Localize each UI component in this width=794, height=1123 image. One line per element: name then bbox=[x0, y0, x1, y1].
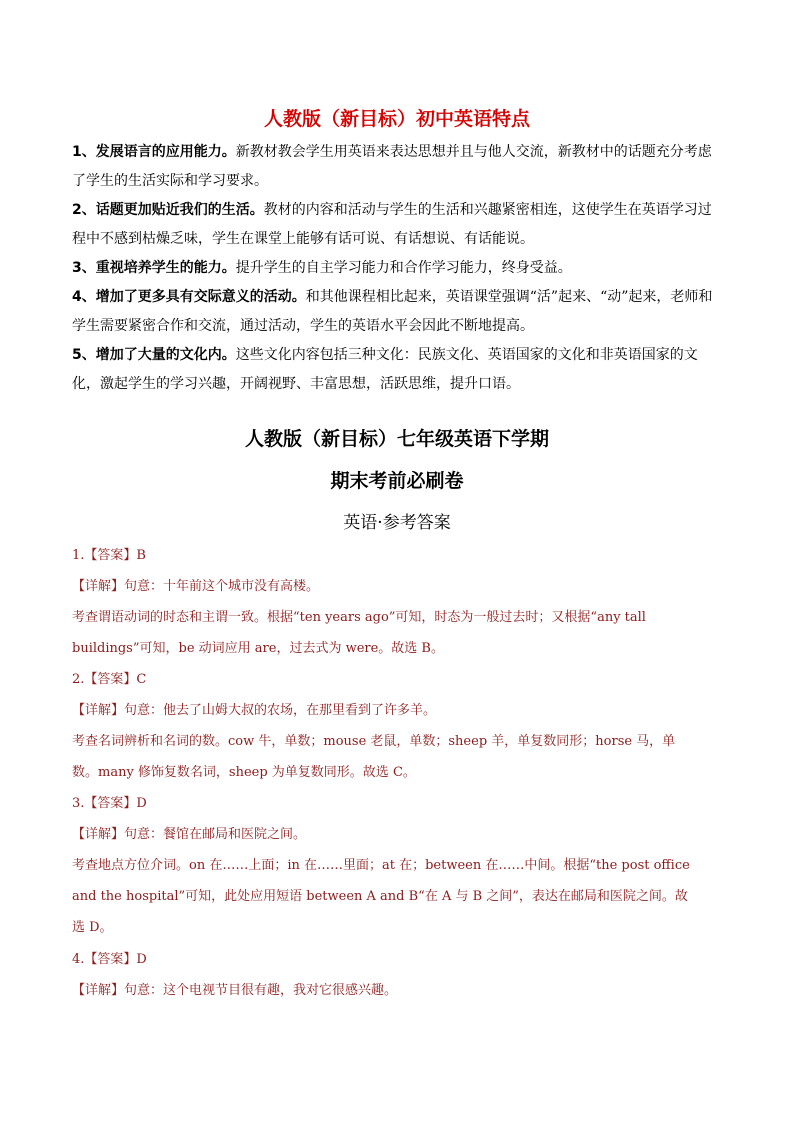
feature-1 bbox=[72, 138, 724, 196]
answer-4 bbox=[72, 944, 697, 1006]
answer-3-detail: 【详解】句意：餐馆在邮局和医院之间。 bbox=[72, 827, 307, 842]
feature-4-heading: 4、增加了更多具有交际意义的活动。 bbox=[72, 289, 306, 305]
answer-1-detail: 【详解】句意：十年前这个城市没有高楼。 bbox=[72, 579, 320, 594]
feature-3-text: 提升学生的自主学习能力和合作学习能力，终身受益。 bbox=[235, 260, 572, 276]
feature-2 bbox=[72, 196, 724, 254]
answer-4-detail: 【详解】句意：这个电视节目很有趣，我对它很感兴趣。 bbox=[72, 983, 398, 998]
feature-5-text: 这些文化内容包括三种文化：民族文化、英语国家的文化和非英语国家的文化，激起学生的学习兴趣，开阔视野、丰富思想，活跃思维，提升口语。 bbox=[72, 347, 698, 392]
feature-4-text: 和其他课程相比起来，英语课堂强调“活”起来、“动”起来，老师和学生需要紧密合作和交流，通过活动，学生的英语水平会因此不断地提高。 bbox=[72, 289, 713, 334]
feature-2-text: 教材的内容和活动与学生的生活和兴趣紧密相连，这使学生在英语学习过程中不感到枯燥乏味，学生在课堂上能够有话可说、有话想说、有话能说。 bbox=[72, 202, 712, 247]
feature-3 bbox=[72, 254, 724, 283]
feature-2-heading: 2、话题更加贴近我们的生活。 bbox=[72, 202, 264, 218]
document-title: 人教版（新目标）初中英语特点 bbox=[263, 108, 530, 130]
answer-key-title: 英语·参考答案 bbox=[343, 513, 451, 533]
feature-3-heading: 3、重视培养学生的能力。 bbox=[72, 260, 236, 276]
answer-2-explain: 考查名词辨析和名词的数。cow 牛，单数；mouse 老鼠，单数；sheep 羊，单复数同形；horse 马，单数。many 修饰复数名词，sheep 为单复数同形。故选 C。 bbox=[72, 734, 676, 780]
answer-2-detail: 【详解】句意：他去了山姆大叔的农场，在那里看到了许多羊。 bbox=[72, 703, 437, 718]
answer-1-explain: 考查谓语动词的时态和主谓一致。根据“ten years ago”可知，时态为一般过去时；又根据“any tall buildings”可知，be 动词应用 are，过去式为 were。故选 B。 bbox=[72, 610, 646, 656]
answer-3 bbox=[72, 788, 697, 943]
answer-3-label: 3.【答案】D bbox=[72, 796, 147, 811]
answer-1 bbox=[72, 540, 697, 664]
answer-2 bbox=[72, 664, 697, 788]
answer-1-label: 1.【答案】B bbox=[72, 548, 146, 563]
answer-2-label: 2.【答案】C bbox=[72, 672, 147, 687]
feature-4 bbox=[72, 283, 724, 341]
answer-4-label: 4.【答案】D bbox=[72, 952, 147, 967]
feature-5-heading: 5、增加了大量的文化内。 bbox=[72, 347, 236, 363]
answer-3-explain: 考查地点方位介词。on 在……上面；in 在……里面；at 在；between 在……中间。根据“the post office and the hospital”可知，此处应用短语 between A and B“在 A 与 B 之间”，表达在邮局和医院之间。故选 D。 bbox=[72, 858, 690, 935]
exam-title: 人教版（新目标）七年级英语下学期 bbox=[244, 428, 549, 450]
feature-1-text: 新教材教会学生用英语来表达思想并且与他人交流，新教材中的话题充分考虑了学生的生活实际和学习要求。 bbox=[72, 144, 712, 189]
feature-1-heading: 1、发展语言的应用能力。 bbox=[72, 144, 236, 160]
exam-subtitle: 期末考前必刷卷 bbox=[330, 470, 464, 492]
feature-5 bbox=[72, 341, 724, 399]
